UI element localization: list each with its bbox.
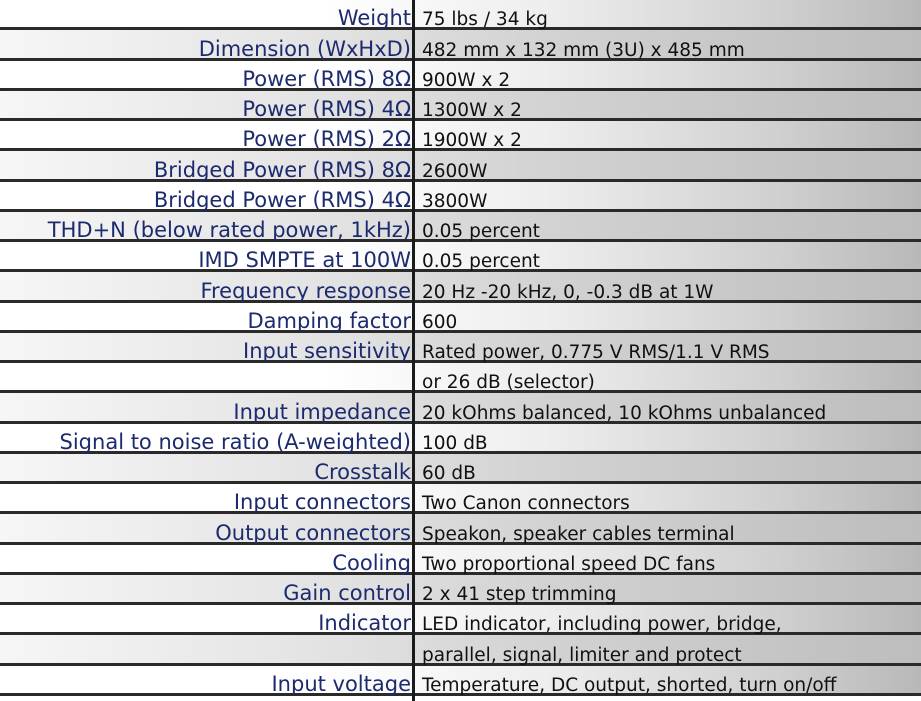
spec-value: Speakon, speaker cables terminal (422, 523, 735, 545)
spec-value: 3800W (422, 190, 488, 212)
spec-value: 20 Hz -20 kHz, 0, -0.3 dB at 1W (422, 281, 714, 303)
column-divider (412, 0, 415, 701)
spec-row-gain-control (0, 575, 921, 605)
spec-value: 2 x 41 step trimming (422, 584, 617, 605)
spec-value: 900W x 2 (422, 69, 511, 91)
spec-value: Two proportional speed DC fans (422, 553, 716, 575)
spec-value: 20 kOhms balanced, 10 kOhms unbalanced (422, 402, 827, 424)
spec-row-imd (0, 242, 921, 272)
spec-value: parallel, signal, limiter and protect (422, 644, 742, 666)
spec-row-input-voltage (0, 666, 921, 696)
spec-value: 2600W (422, 160, 488, 182)
spec-row-power-8ohm (0, 61, 921, 91)
spec-row-output-connectors (0, 514, 921, 544)
spec-row-crosstalk (0, 454, 921, 484)
spec-label: Input sensitivity (243, 339, 411, 363)
spec-label: Power (RMS) 8Ω (242, 66, 411, 91)
spec-row-input-impedance (0, 393, 921, 423)
spec-value: Two Canon connectors (422, 493, 630, 515)
spec-value: 100 dB (422, 432, 488, 454)
spec-label: Damping factor (247, 308, 411, 333)
spec-value: 482 mm x 132 mm (3U) x 485 mm (422, 39, 745, 61)
spec-row-bridged-4ohm (0, 182, 921, 212)
spec-label: Input connectors (233, 490, 411, 515)
spec-label: Input impedance (233, 399, 411, 424)
spec-label: Bridged Power (RMS) 8Ω (153, 157, 411, 182)
spec-value: 1300W x 2 (422, 100, 522, 121)
spec-label: Bridged Power (RMS) 4Ω (153, 187, 411, 212)
spec-value: 75 lbs / 34 kg (422, 9, 548, 31)
spec-label: Crosstalk (314, 460, 411, 484)
spec-value: LED indicator, including power, bridge, (422, 614, 782, 636)
spec-row-thd (0, 212, 921, 242)
spec-row-input-connectors (0, 484, 921, 514)
spec-label: Power (RMS) 4Ω (242, 97, 411, 121)
spec-row-dimension (0, 30, 921, 60)
spec-row-frequency (0, 272, 921, 302)
spec-value: 600 (422, 311, 458, 333)
spec-label: Signal to noise ratio (A-weighted) (59, 429, 411, 454)
spec-row-damping (0, 303, 921, 333)
spec-row-cooling (0, 545, 921, 575)
spec-value: 0.05 percent (422, 221, 540, 242)
spec-value: Rated power, 0.775 V RMS/1.1 V RMS (422, 342, 770, 363)
spec-label: Cooling (332, 550, 411, 575)
spec-row-power-4ohm (0, 91, 921, 121)
spec-row-bridged-8ohm (0, 151, 921, 181)
spec-row-snr (0, 424, 921, 454)
spec-row-indicator (0, 605, 921, 635)
spec-label: Input voltage (271, 671, 411, 696)
spec-label: Frequency response (200, 278, 411, 303)
spec-label: Output connectors (215, 520, 411, 545)
spec-row-indicator-cont (0, 635, 921, 665)
spec-value: Temperature, DC output, shorted, turn on/off (422, 674, 837, 696)
spec-row-input-sensitivity (0, 333, 921, 363)
spec-row-power-2ohm (0, 121, 921, 151)
spec-label: IMD SMPTE at 100W (198, 248, 411, 273)
spec-label: Power (RMS) 2Ω (242, 127, 411, 152)
spec-value: 0.05 percent (422, 251, 540, 273)
spec-row-input-sensitivity-cont (0, 363, 921, 393)
spec-label: Weight (337, 6, 411, 31)
spec-value: or 26 dB (selector) (422, 372, 595, 394)
spec-label: Dimension (WxHxD) (198, 36, 411, 61)
spec-value: 1900W x 2 (422, 130, 522, 152)
spec-label: Gain control (283, 581, 411, 605)
spec-label: THD+N (below rated power, 1kHz) (47, 218, 411, 242)
spec-label: Indicator (318, 611, 411, 636)
spec-value: 60 dB (422, 463, 476, 484)
spec-row-weight (0, 0, 921, 30)
